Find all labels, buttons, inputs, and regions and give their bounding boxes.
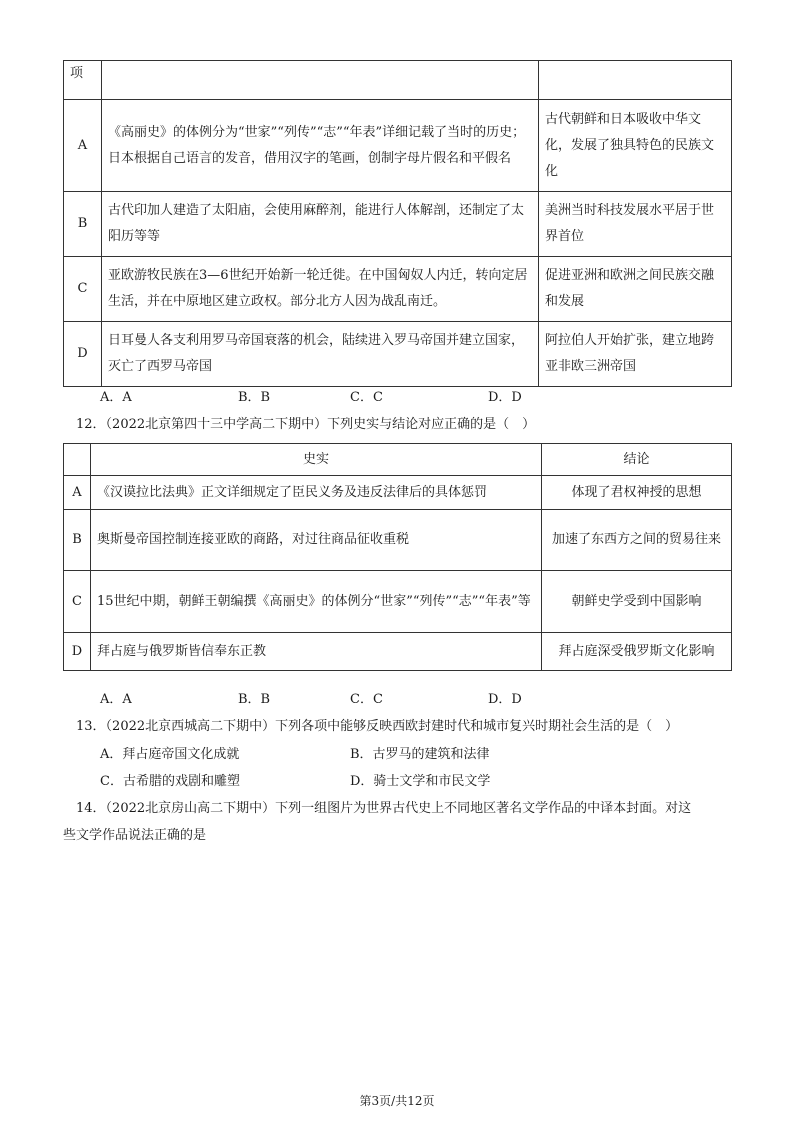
q14-stem-line1: 14．（2022北京房山高二下期中）下列一组图片为世界古代史上不同地区著名文学作品的中译本封面。对这	[76, 801, 692, 816]
row-fact: 亚欧游牧民族在3—6世纪开始新一轮迁徙。在中国匈奴人内迁，转向定居生活，并在中原地区建立政权。部分北方人因为战乱南迁。	[102, 257, 539, 322]
option-a[interactable]: A．A	[100, 390, 132, 405]
table-row	[64, 192, 732, 257]
option-d[interactable]: D．D	[488, 390, 522, 405]
row-label: D	[64, 322, 102, 387]
row-fact: 拜占庭与俄罗斯皆信奉东正教	[91, 633, 542, 671]
q13-options-row2	[0, 773, 794, 791]
q13-stem: 13．（2022北京西城高二下期中）下列各项中能够反映西欧封建时代和城市复兴时期社会生活的是（ ）	[76, 719, 679, 734]
option-d[interactable]: D．D	[488, 692, 522, 707]
option-a[interactable]: A．拜占庭帝国文化成就	[100, 747, 240, 762]
row-conclusion: 加速了东西方之间的贸易往来	[542, 510, 732, 571]
option-a[interactable]: A．A	[100, 692, 132, 707]
option-c[interactable]: C．C	[350, 390, 383, 405]
table-row	[64, 476, 732, 510]
row-fact: 《汉谟拉比法典》正文详细规定了臣民义务及违反法律后的具体惩罚	[91, 476, 542, 510]
row-label: D	[64, 633, 91, 671]
row-fact: 日耳曼人各支利用罗马帝国衰落的机会，陆续进入罗马帝国并建立国家，灭亡了西罗马帝国	[102, 322, 539, 387]
option-b[interactable]: B．B	[238, 692, 271, 707]
row-conclusion: 朝鲜史学受到中国影响	[542, 571, 732, 633]
option-d[interactable]: D．骑士文学和市民文学	[350, 774, 491, 789]
row-conclusion: 体现了君权神授的思想	[542, 476, 732, 510]
q13-options-row1	[0, 746, 794, 764]
row-conclusion: 美洲当时科技发展水平居于世界首位	[539, 192, 732, 257]
option-b[interactable]: B．B	[238, 390, 271, 405]
row-label: B	[64, 192, 102, 257]
header-cell-fact	[102, 61, 539, 100]
row-conclusion: 阿拉伯人开始扩张，建立地跨亚非欧三洲帝国	[539, 322, 732, 387]
row-conclusion: 古代朝鲜和日本吸收中华文化，发展了独具特色的民族文化	[539, 100, 732, 192]
row-label: B	[64, 510, 91, 571]
row-label: A	[64, 100, 102, 192]
q12-options	[0, 691, 794, 709]
row-fact: 15世纪中期，朝鲜王朝编撰《高丽史》的体例分“世家”“列传”“志”“年表”等	[91, 571, 542, 633]
row-label: C	[64, 257, 102, 322]
header-cell-label: 项	[64, 61, 102, 100]
row-label: A	[64, 476, 91, 510]
row-label: C	[64, 571, 91, 633]
header-cell-conclusion: 结论	[542, 444, 732, 476]
page-number: 第3页/共12页	[359, 1094, 435, 1108]
table-row	[64, 257, 732, 322]
table-row	[64, 100, 732, 192]
header-cell-conclusion	[539, 61, 732, 100]
option-c[interactable]: C．古希腊的戏剧和雕塑	[100, 774, 240, 789]
header-cell-fact: 史实	[91, 444, 542, 476]
table-row	[64, 571, 732, 633]
q12-table	[63, 443, 732, 671]
header-cell-label	[64, 444, 91, 476]
row-fact: 奥斯曼帝国控制连接亚欧的商路，对过往商品征收重税	[91, 510, 542, 571]
row-conclusion: 促进亚洲和欧洲之间民族交融和发展	[539, 257, 732, 322]
q14-stem-line2: 些文学作品说法正确的是	[63, 828, 207, 843]
table-header-row	[64, 444, 732, 476]
row-fact: 古代印加人建造了太阳庙，会使用麻醉剂，能进行人体解剖，还制定了太阳历等等	[102, 192, 539, 257]
q11-table	[63, 60, 732, 387]
row-fact: 《高丽史》的体例分为“世家”“列传”“志”“年表”详细记载了当时的历史；日本根据自己语言的发音，借用汉字的笔画，创制字母片假名和平假名	[102, 100, 539, 192]
table-row	[64, 322, 732, 387]
option-b[interactable]: B．古罗马的建筑和法律	[350, 747, 490, 762]
table-row	[64, 633, 732, 671]
table-row	[64, 510, 732, 571]
q11-options	[0, 389, 794, 407]
row-conclusion: 拜占庭深受俄罗斯文化影响	[542, 633, 732, 671]
table-header-row	[64, 61, 732, 100]
option-c[interactable]: C．C	[350, 692, 383, 707]
q12-stem: 12．（2022北京第四十三中学高二下期中）下列史实与结论对应正确的是（ ）	[76, 417, 536, 432]
